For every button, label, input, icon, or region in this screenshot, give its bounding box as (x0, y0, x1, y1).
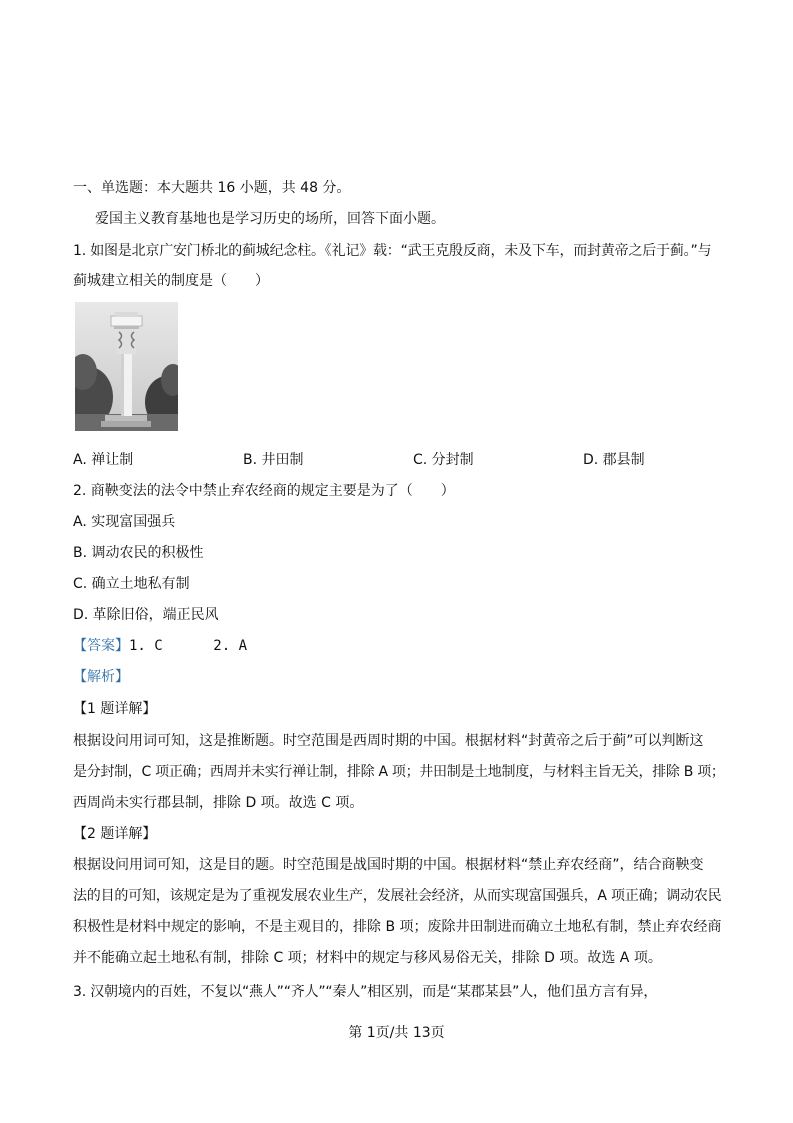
answer-row (73, 636, 247, 656)
detail-1-line1: 根据设问用词可知，这是推断题。时空范围是西周时期的中国。根据材料“封黄帝之后于蓟”可以判断这 (73, 733, 704, 749)
detail-1-label: 【1 题详解】 (73, 701, 157, 717)
q1-option-d[interactable]: D. 郡县制 (583, 452, 645, 468)
question-1-line1: 1. 如图是北京广安门桥北的蓟城纪念柱。《礼记》载：“武王克殷反商，未及下车，而封黄帝之后于蓟。”与 (73, 243, 712, 259)
detail-1-line3: 西周尚未实行郡县制，排除 D 项。故选 C 项。 (73, 795, 364, 811)
question-1-line2: 蓟城建立相关的制度是（ ） (73, 273, 269, 289)
q2-option-b[interactable]: B. 调动农民的积极性 (73, 545, 204, 561)
q2-option-d[interactable]: D. 革除旧俗，端正民风 (73, 607, 219, 623)
intro-text: 爱国主义教育基地也是学习历史的场所，回答下面小题。 (95, 211, 445, 227)
q1-option-b[interactable]: B. 井田制 (243, 452, 304, 468)
answer-label: 【答案】 (73, 638, 129, 654)
question-2-stem: 2. 商鞅变法的法令中禁止弃农经商的规定主要是为了（ ） (73, 483, 455, 499)
answer-text: 1. C 2. A (129, 638, 248, 654)
detail-2-line1: 根据设问用词可知，这是目的题。时空范围是战国时期的中国。根据材料“禁止弃农经商”，结合商鞅变 (73, 857, 704, 873)
q2-option-a[interactable]: A. 实现富国强兵 (73, 514, 176, 530)
section-header: 一、单选题：本大题共 16 小题，共 48 分。 (73, 180, 351, 196)
q1-option-c[interactable]: C. 分封制 (413, 452, 474, 468)
page-footer: 第 1页/共 13页 (348, 1025, 445, 1041)
question-3-line1: 3. 汉朝境内的百姓，不复以“燕人”“齐人”“秦人”相区别，而是“某郡某县”人，他们虽方言有异， (73, 984, 658, 1000)
detail-1-line2: 是分封制，C 项正确；西周并未实行禅让制，排除 A 项；井田制是土地制度，与材料主旨无关，排除 B 项； (73, 764, 725, 780)
q1-option-a[interactable]: A. 禅让制 (73, 452, 134, 468)
memorial-pillar-image (75, 302, 178, 431)
detail-2-line2: 法的目的可知，该规定是为了重视发展农业生产，发展社会经济，从而实现富国强兵，A 项正确；调动农民 (73, 888, 722, 904)
memorial-pillar-photo (75, 302, 178, 431)
detail-2-label: 【2 题详解】 (73, 826, 157, 842)
detail-2-line4: 并不能确立起土地私有制，排除 C 项；材料中的规定与移风易俗无关，排除 D 项。故选 A 项。 (73, 950, 662, 966)
q2-option-c[interactable]: C. 确立土地私有制 (73, 576, 190, 592)
analysis-label: 【解析】 (73, 669, 129, 685)
detail-2-line3: 积极性是材料中规定的影响，不是主观目的，排除 B 项；废除井田制进而确立土地私有制，禁止弃农经商 (73, 919, 722, 935)
